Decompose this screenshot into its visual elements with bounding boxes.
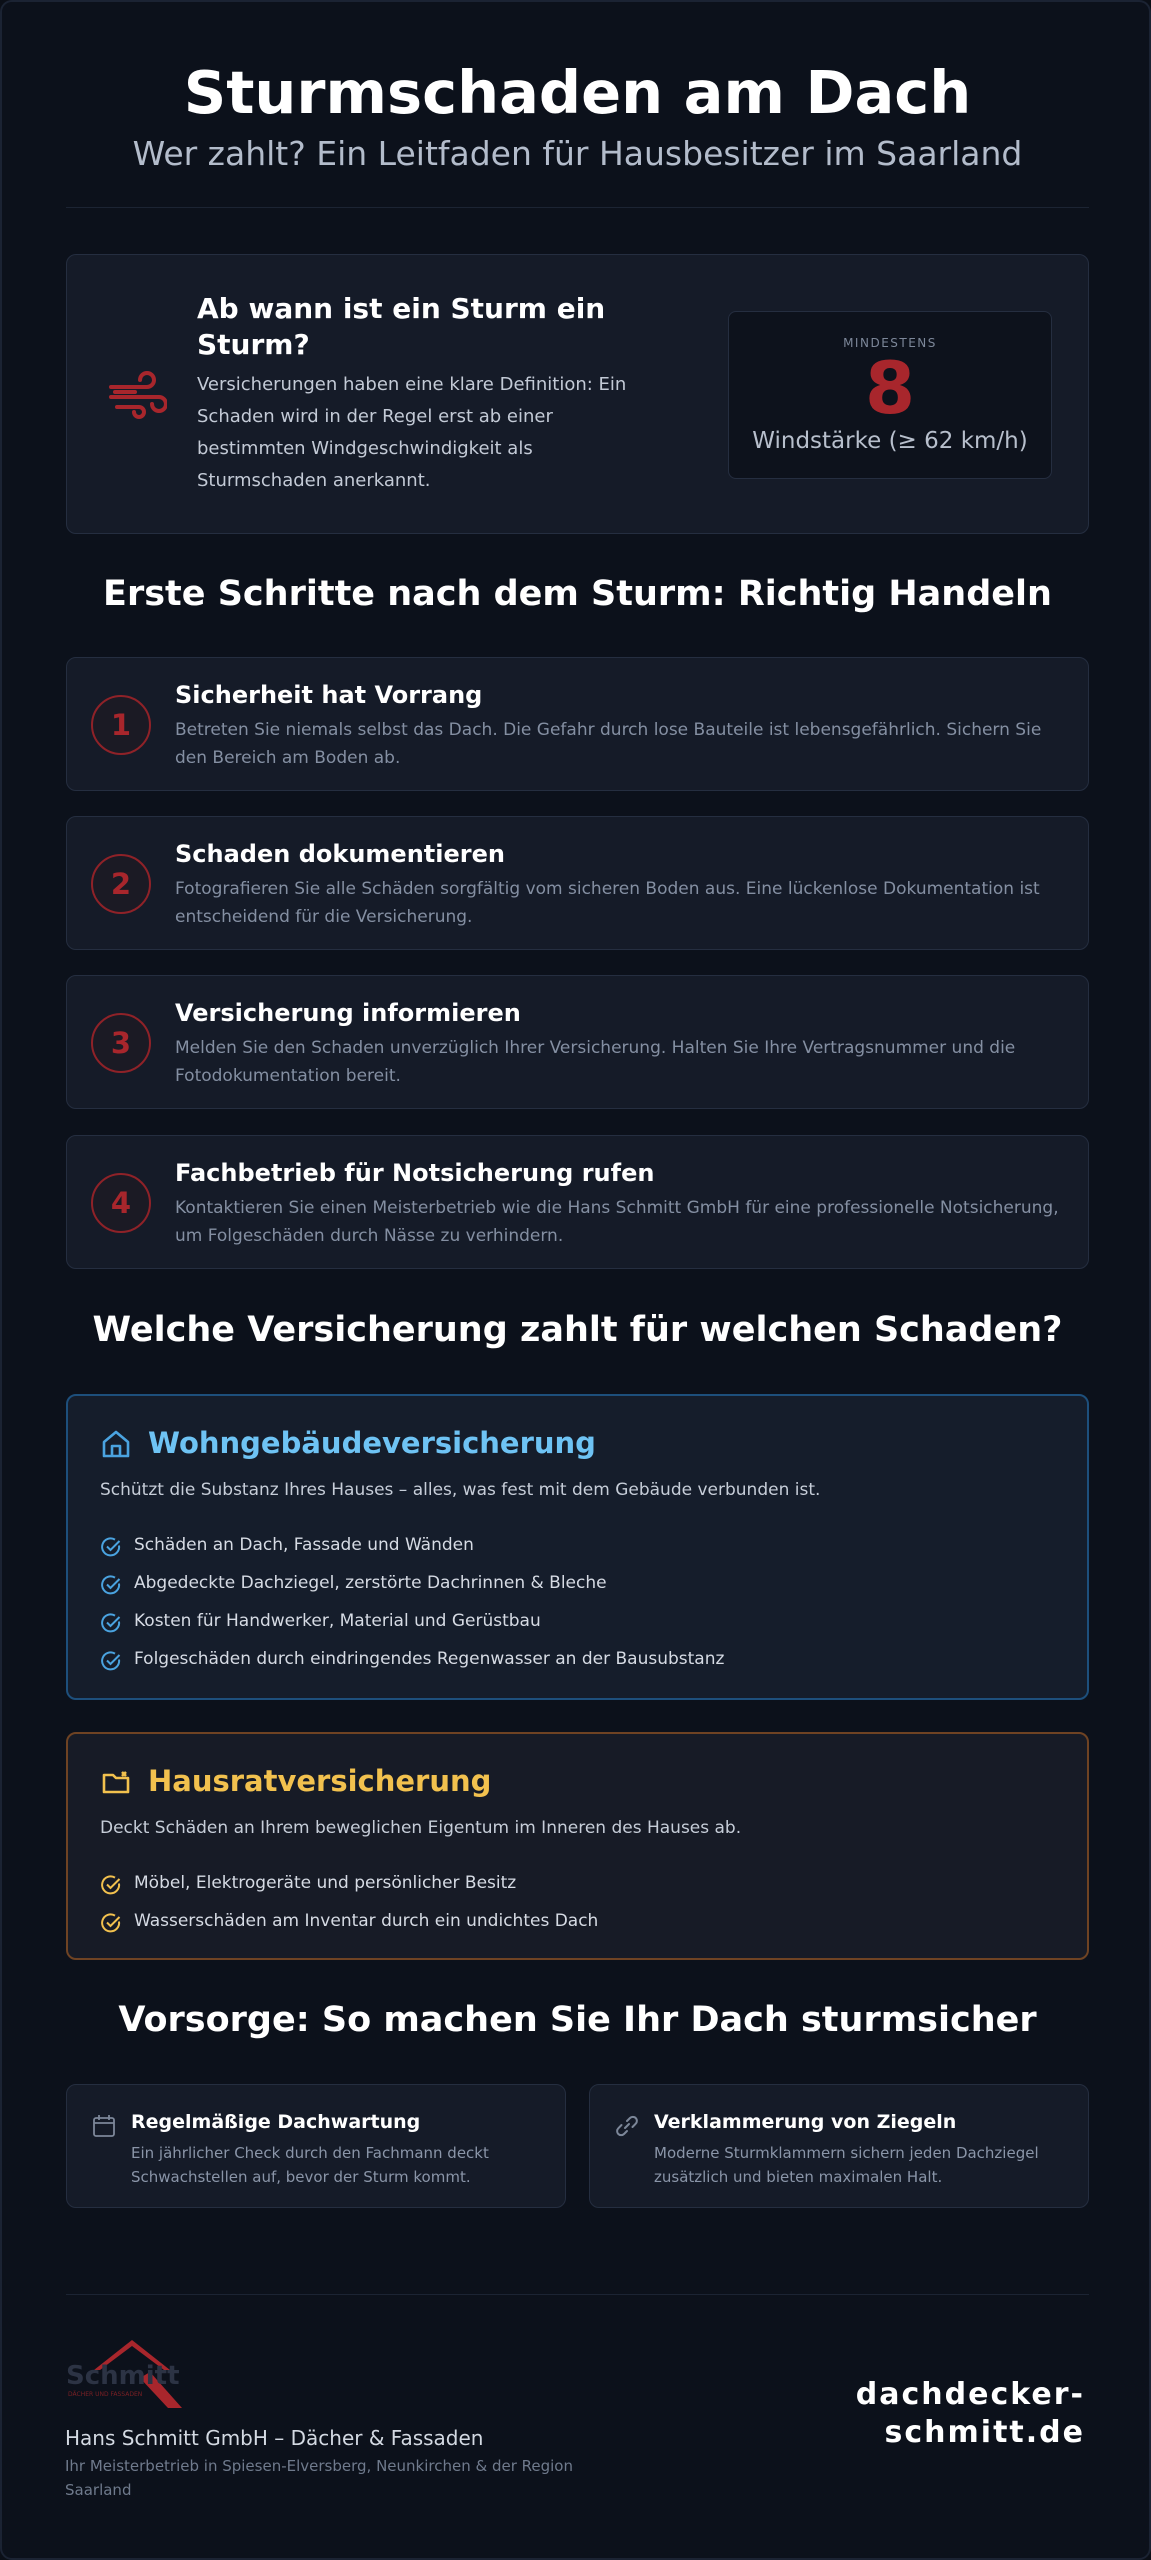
tip-title: Verklammerung von Ziegeln	[654, 2111, 957, 2133]
list-item	[100, 1902, 598, 1940]
list-item-text: Abgedeckte Dachziegel, zerstörte Dachrinnen & Bleche	[134, 1573, 607, 1593]
website-link[interactable]: dachdecker-schmitt.de	[855, 2377, 1085, 2450]
company-logo	[64, 2332, 204, 2412]
logo-tagline: DÄCHER UND FASSADEN	[68, 2391, 143, 2398]
step-card	[66, 975, 1089, 1109]
header	[2, 58, 1151, 176]
step-title: Versicherung informieren	[175, 999, 521, 1027]
step-title: Fachbetrieb für Notsicherung rufen	[175, 1159, 655, 1187]
tip-card	[589, 2084, 1089, 2208]
building-insurance-description: Schützt die Substanz Ihres Hauses – alles, was fest mit dem Gebäude verbunden ist.	[100, 1480, 821, 1500]
header-divider	[66, 207, 1089, 208]
storm-title: Ab wann ist ein Sturm ein Sturm?	[197, 292, 606, 361]
tip-card	[66, 2084, 566, 2208]
tip-text: Ein jährlicher Check durch den Fachmann deckt Schwachstellen auf, bevor der Sturm kommt.	[131, 2144, 489, 2186]
step-title: Schaden dokumentieren	[175, 840, 505, 868]
prevention-section-title: Vorsorge: So machen Sie Ihr Dach sturmsicher	[118, 2000, 1037, 2040]
list-item	[100, 1602, 724, 1640]
link-icon	[614, 2113, 640, 2139]
logo-wordmark: Schmitt	[66, 2361, 180, 2391]
folder-icon	[100, 1766, 132, 1798]
contents-insurance-description: Deckt Schäden an Ihrem beweglichen Eigentum im Inneren des Hauses ab.	[100, 1818, 742, 1838]
footer-divider	[66, 2294, 1089, 2295]
building-insurance-list	[100, 1526, 724, 1678]
list-item-text: Möbel, Elektrogeräte und persönlicher Besitz	[134, 1873, 517, 1893]
list-item	[100, 1864, 598, 1902]
stat-number: 8	[864, 346, 916, 430]
contents-insurance-title: Hausratversicherung	[148, 1764, 492, 1798]
step-number: 3	[91, 1013, 151, 1073]
company-description: Ihr Meisterbetrieb in Spiesen-Elversberg, Neunkirchen & der Region Saarland	[65, 2457, 573, 2499]
list-item-text: Kosten für Handwerker, Material und Gerüstbau	[134, 1611, 541, 1631]
list-item-text: Folgeschäden durch eindringendes Regenwasser an der Bausubstanz	[134, 1649, 725, 1669]
step-title: Sicherheit hat Vorrang	[175, 681, 483, 709]
check-circle-icon	[100, 1574, 122, 1596]
list-item	[100, 1564, 724, 1602]
step-number: 1	[91, 695, 151, 755]
contents-insurance-card	[66, 1732, 1089, 1960]
step-card	[66, 816, 1089, 950]
check-circle-icon	[100, 1612, 122, 1634]
list-item	[100, 1526, 724, 1564]
calendar-icon	[91, 2113, 117, 2139]
steps-section-title: Erste Schritte nach dem Sturm: Richtig Handeln	[103, 574, 1052, 614]
step-text: Melden Sie den Schaden unverzüglich Ihrer Versicherung. Halten Sie Ihre Vertragsnummer und die Fotodokumentation bereit.	[175, 1038, 1016, 1086]
stat-unit: Windstärke (≥ 62 km/h)	[752, 428, 1028, 454]
storm-text: Versicherungen haben eine klare Definition: Ein Schaden wird in der Regel erst ab einer bestimmten Windgeschwindigkeit als Sturmschaden anerkannt.	[197, 374, 627, 491]
step-number: 4	[91, 1173, 151, 1233]
house-icon	[100, 1428, 132, 1460]
storm-definition-card	[66, 254, 1089, 534]
step-text: Kontaktieren Sie einen Meisterbetrieb wie die Hans Schmitt GmbH für eine professionelle Notsicherung, um Folgeschäden durch Nässe zu verhindern.	[175, 1198, 1059, 1246]
stat-kicker: MINDESTENS	[843, 336, 937, 350]
company-name: Hans Schmitt GmbH – Dächer & Fassaden	[65, 2426, 484, 2450]
check-circle-icon	[100, 1650, 122, 1672]
contents-insurance-list	[100, 1864, 598, 1940]
list-item-text: Schäden an Dach, Fassade und Wänden	[134, 1535, 474, 1555]
insurance-section-title: Welche Versicherung zahlt für welchen Schaden?	[92, 1310, 1063, 1350]
building-insurance-card	[66, 1394, 1089, 1700]
check-circle-icon	[100, 1912, 122, 1934]
list-item-text: Wasserschäden am Inventar durch ein undichtes Dach	[134, 1911, 599, 1931]
tip-text: Moderne Sturmklammern sichern jeden Dachziegel zusätzlich und bieten maximalen Halt.	[654, 2144, 1039, 2186]
page-title: Sturmschaden am Dach	[183, 58, 972, 127]
wind-force-stat	[728, 311, 1052, 479]
check-circle-icon	[100, 1536, 122, 1558]
list-item	[100, 1640, 724, 1678]
page-subtitle: Wer zahlt? Ein Leitfaden für Hausbesitzer im Saarland	[132, 134, 1023, 173]
tip-title: Regelmäßige Dachwartung	[131, 2111, 421, 2133]
check-circle-icon	[100, 1874, 122, 1896]
building-insurance-title: Wohngebäudeversicherung	[148, 1426, 596, 1460]
step-text: Betreten Sie niemals selbst das Dach. Die Gefahr durch lose Bauteile ist lebensgefährlich. Sichern Sie den Bereich am Boden ab.	[175, 720, 1042, 768]
step-card	[66, 1135, 1089, 1269]
step-number: 2	[91, 854, 151, 914]
step-card	[66, 657, 1089, 791]
step-text: Fotografieren Sie alle Schäden sorgfältig vom sicheren Boden aus. Eine lückenlose Dokumentation ist entscheidend für die Versicherung.	[175, 879, 1040, 927]
wind-icon	[107, 367, 167, 419]
